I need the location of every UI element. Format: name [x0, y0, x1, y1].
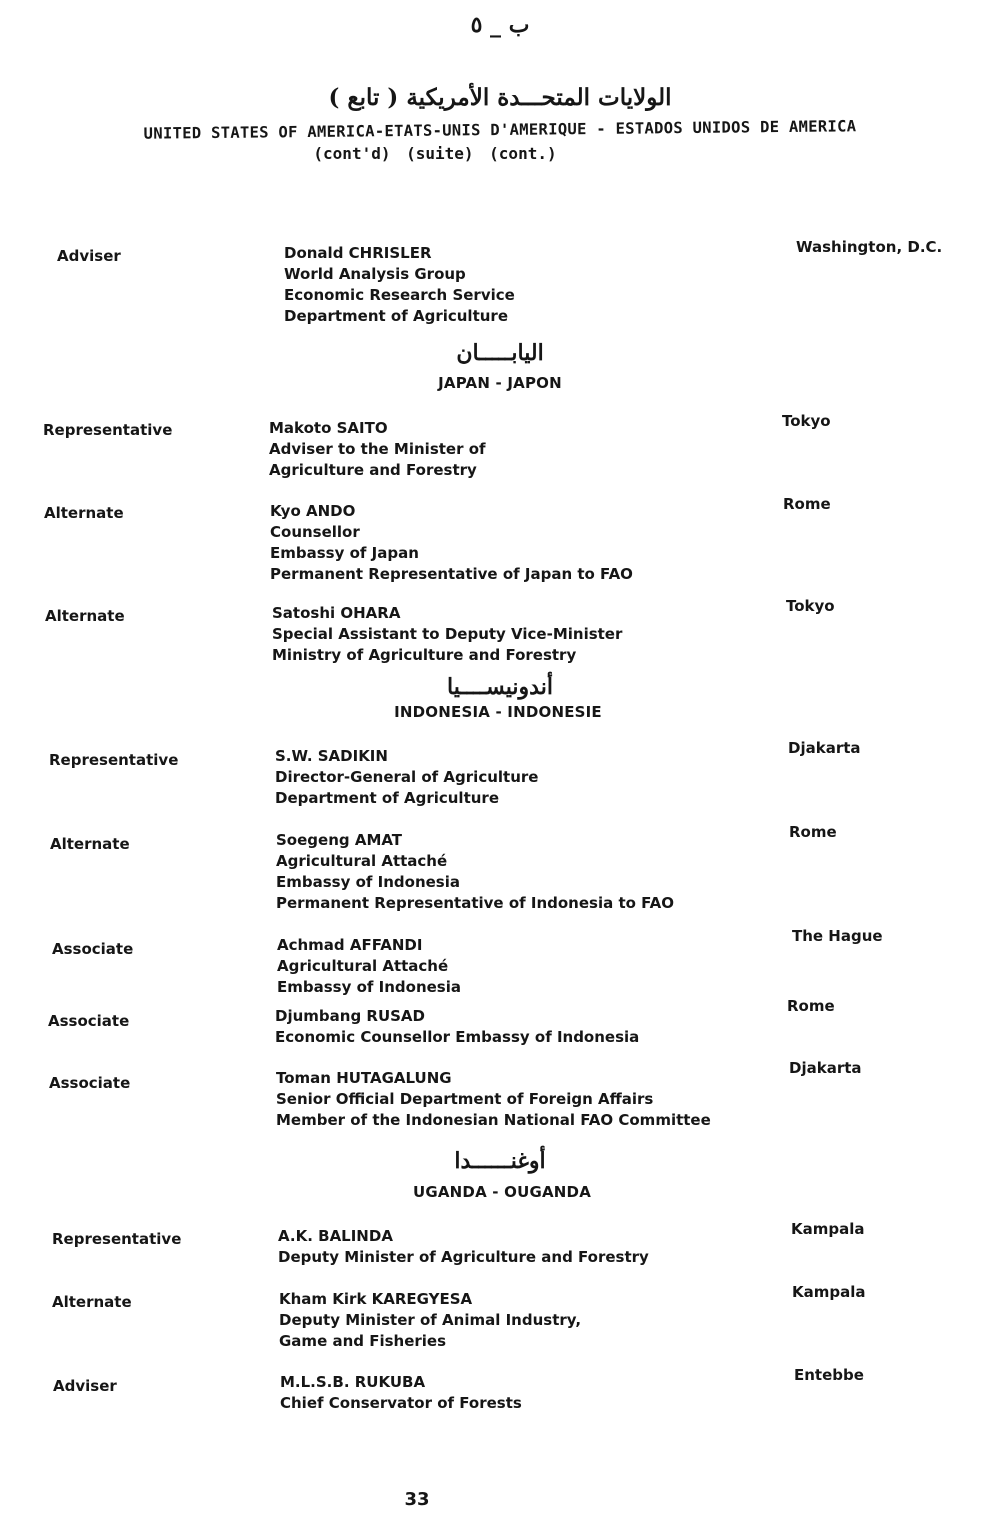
delegate-detail-line: Department of Agriculture — [275, 789, 499, 807]
delegate-role: Representative — [49, 751, 179, 769]
delegate-name: Kyo ANDO — [270, 502, 356, 520]
delegate-detail-line: Embassy of Indonesia — [276, 873, 460, 891]
delegate-details — [280, 1372, 522, 1414]
delegate-detail-line: Special Assistant to Deputy Vice-Minister — [272, 625, 623, 643]
delegate-detail-line: Department of Agriculture — [284, 307, 508, 325]
delegate-detail-line: Agriculture and Forestry — [269, 461, 477, 479]
delegate-role: Representative — [43, 421, 173, 439]
delegate-role: Representative — [52, 1230, 182, 1248]
delegate-name: Makoto SAITO — [269, 419, 388, 437]
delegate-location: Kampala — [792, 1283, 866, 1301]
delegate-detail-line: Game and Fisheries — [279, 1332, 447, 1350]
delegate-details — [278, 1226, 649, 1268]
delegate-role: Adviser — [53, 1377, 117, 1395]
delegate-role: Adviser — [57, 247, 121, 265]
page-number: 33 — [404, 1489, 430, 1510]
delegate-location: Rome — [789, 823, 837, 841]
delegate-detail-line: Deputy Minister of Animal Industry, — [279, 1311, 582, 1329]
delegate-name: Djumbang RUSAD — [275, 1007, 425, 1025]
delegate-details — [277, 935, 461, 998]
delegate-detail-line: Chief Conservator of Forests — [280, 1394, 522, 1412]
delegate-detail-line: Director-General of Agriculture — [275, 768, 539, 786]
delegate-location: Djakarta — [789, 1059, 862, 1077]
delegate-location: Washington, D.C. — [796, 238, 943, 256]
delegate-name: Kham Kirk KAREGYESA — [279, 1290, 473, 1308]
indonesia-arabic-heading: أندونيســــيا — [447, 674, 553, 700]
delegate-role: Alternate — [45, 607, 125, 625]
delegate-details — [270, 501, 633, 585]
delegate-role: Associate — [52, 940, 134, 958]
delegate-detail-line: Senior Official Department of Foreign Affairs — [276, 1090, 654, 1108]
delegate-location: Kampala — [791, 1220, 865, 1238]
delegate-detail-line: Economic Counsellor Embassy of Indonesia — [275, 1028, 640, 1046]
delegate-name: Satoshi OHARA — [272, 604, 401, 622]
delegate-detail-line: Ministry of Agriculture and Forestry — [272, 646, 577, 664]
usa-arabic-heading: الولايات المتحـــدة الأمريكية ( تابع ) — [328, 84, 672, 111]
delegate-detail-line: Economic Research Service — [284, 286, 515, 304]
delegate-location: Rome — [783, 495, 831, 513]
delegate-detail-line: Embassy of Indonesia — [277, 978, 461, 996]
uganda-heading: UGANDA - OUGANDA — [412, 1183, 592, 1201]
delegate-detail-line: Agricultural Attaché — [276, 852, 448, 870]
japan-heading: JAPAN - JAPON — [438, 374, 562, 392]
delegate-role: Alternate — [52, 1293, 132, 1311]
delegate-location: Entebbe — [794, 1366, 864, 1384]
delegate-detail-line: Member of the Indonesian National FAO Committee — [276, 1111, 711, 1129]
uganda-arabic-heading: أوغنــــــدا — [454, 1148, 546, 1174]
delegate-name: Soegeng AMAT — [276, 831, 403, 849]
indonesia-heading: INDONESIA - INDONESIE — [394, 703, 602, 721]
delegate-detail-line: Permanent Representative of Indonesia to FAO — [276, 894, 675, 912]
delegate-detail-line: Permanent Representative of Japan to FAO — [270, 565, 633, 583]
delegate-role: Associate — [48, 1012, 130, 1030]
japan-arabic-heading: اليابـــــان — [456, 340, 544, 366]
delegate-name: Donald CHRISLER — [284, 244, 432, 262]
delegate-details — [276, 1068, 711, 1131]
delegate-location: Tokyo — [782, 412, 831, 430]
delegate-detail-line: Adviser to the Minister of — [269, 440, 486, 458]
usa-heading: UNITED STATES OF AMERICA-ETATS-UNIS D'AMERIQUE - ESTADOS UNIDOS DE AMERICA — [143, 117, 857, 143]
delegate-name: A.K. BALINDA — [278, 1227, 393, 1245]
delegate-detail-line: Deputy Minister of Agriculture and Forestry — [278, 1248, 649, 1266]
delegate-details — [272, 603, 622, 666]
delegate-name: S.W. SADIKIN — [275, 747, 388, 765]
delegate-name: Achmad AFFANDI — [277, 936, 423, 954]
delegate-detail-line: World Analysis Group — [284, 265, 466, 283]
delegate-location: The Hague — [792, 927, 883, 945]
delegate-details — [279, 1289, 581, 1352]
delegate-role: Associate — [49, 1074, 131, 1092]
delegate-details — [276, 830, 674, 914]
delegate-detail-line: Embassy of Japan — [270, 544, 419, 562]
delegate-name: M.L.S.B. RUKUBA — [280, 1373, 426, 1391]
delegate-location: Djakarta — [788, 739, 861, 757]
usa-continued-label: (cont'd) (suite) (cont.) — [313, 144, 557, 163]
delegate-detail-line: Counsellor — [270, 523, 360, 541]
delegate-details — [284, 243, 515, 327]
delegate-details — [269, 418, 486, 481]
delegate-role: Alternate — [44, 504, 124, 522]
page-mark: ب _ ٥ — [470, 12, 530, 38]
delegate-location: Tokyo — [786, 597, 835, 615]
delegate-name: Toman HUTAGALUNG — [276, 1069, 452, 1087]
delegate-detail-line: Agricultural Attaché — [277, 957, 449, 975]
delegate-details — [275, 746, 538, 809]
delegate-location: Rome — [787, 997, 835, 1015]
delegate-role: Alternate — [50, 835, 130, 853]
delegate-details — [275, 1006, 639, 1048]
